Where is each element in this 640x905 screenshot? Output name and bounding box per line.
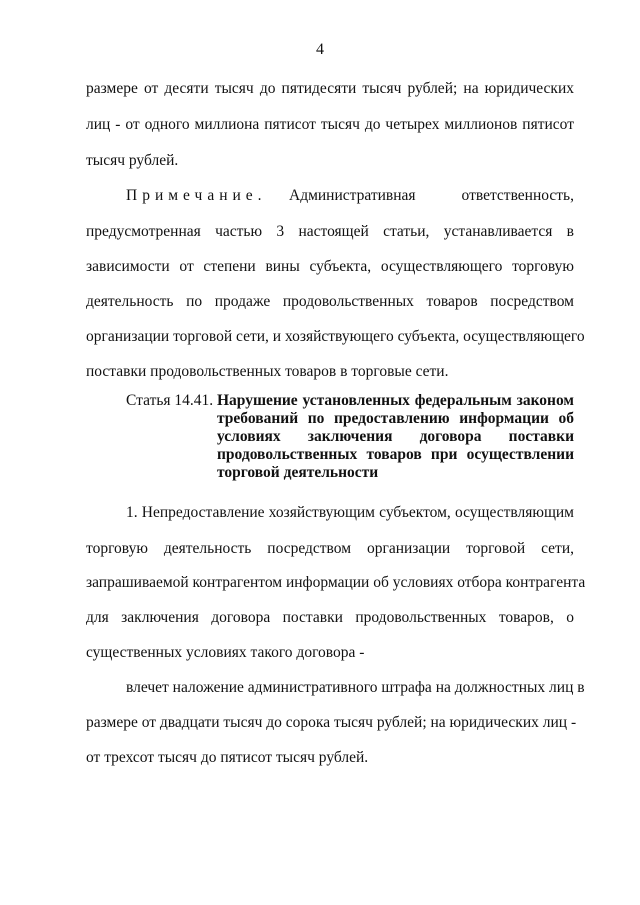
paragraph2-line-1: 1. Непредоставление хозяйствующим субъектом, осуществляющим xyxy=(126,504,574,521)
article-title-line-5: торговой деятельности xyxy=(217,464,379,481)
note-label xyxy=(126,186,276,206)
note-line-1: Административная ответственность, xyxy=(289,187,574,204)
note-line-2: предусмотренная частью 3 настоящей статьи, устанавливается в xyxy=(86,223,574,240)
article-title-line-3: условиях заключения договора поставки xyxy=(217,428,574,445)
paragraph2-line-3: запрашиваемой контрагентом информации об условиях отбора контрагента xyxy=(86,574,586,591)
note-line-6: поставки продовольственных товаров в торговые сети. xyxy=(86,363,449,380)
paragraph1-line-1: размере от десяти тысяч до пятидесяти тысяч рублей; на юридических xyxy=(86,80,574,97)
note-line-4: деятельность по продаже продовольственных товаров посредством xyxy=(86,293,574,310)
article-label: Статья 14.41. xyxy=(126,392,214,409)
paragraph3-line-3: от трехсот тысяч до пятисот тысяч рублей. xyxy=(86,749,369,766)
article-title-line-2: требований по предоставлению информации об xyxy=(217,410,574,427)
paragraph1-line-2: лиц - от одного миллиона пятисот тысяч до четырех миллионов пятисот xyxy=(86,116,574,133)
article-title xyxy=(217,392,574,482)
note-line-3: зависимости от степени вины субъекта, осуществляющего торговую xyxy=(86,258,574,275)
article-title-line-1: Нарушение установленных федеральным законом xyxy=(217,392,574,409)
note-label-text: Примечание. xyxy=(126,187,267,204)
article-title-line-4: продовольственных товаров при осуществлении xyxy=(217,446,574,463)
note-line-5: организации торговой сети, и хозяйствующего субъекта, осуществляющего xyxy=(86,328,585,345)
page-number: 4 xyxy=(316,41,324,58)
paragraph3-line-2: размере от двадцати тысяч до сорока тысяч рублей; на юридических лиц - xyxy=(86,714,577,731)
paragraph3-line-1: влечет наложение административного штрафа на должностных лиц в xyxy=(126,679,585,696)
paragraph2-line-4: для заключения договора поставки продовольственных товаров, о xyxy=(86,609,574,626)
paragraph2-line-5: существенных условиях такого договора - xyxy=(86,644,365,661)
paragraph2-line-2: торговую деятельность посредством организации торговой сети, xyxy=(86,540,574,557)
paragraph1-line-3: тысяч рублей. xyxy=(86,152,179,169)
